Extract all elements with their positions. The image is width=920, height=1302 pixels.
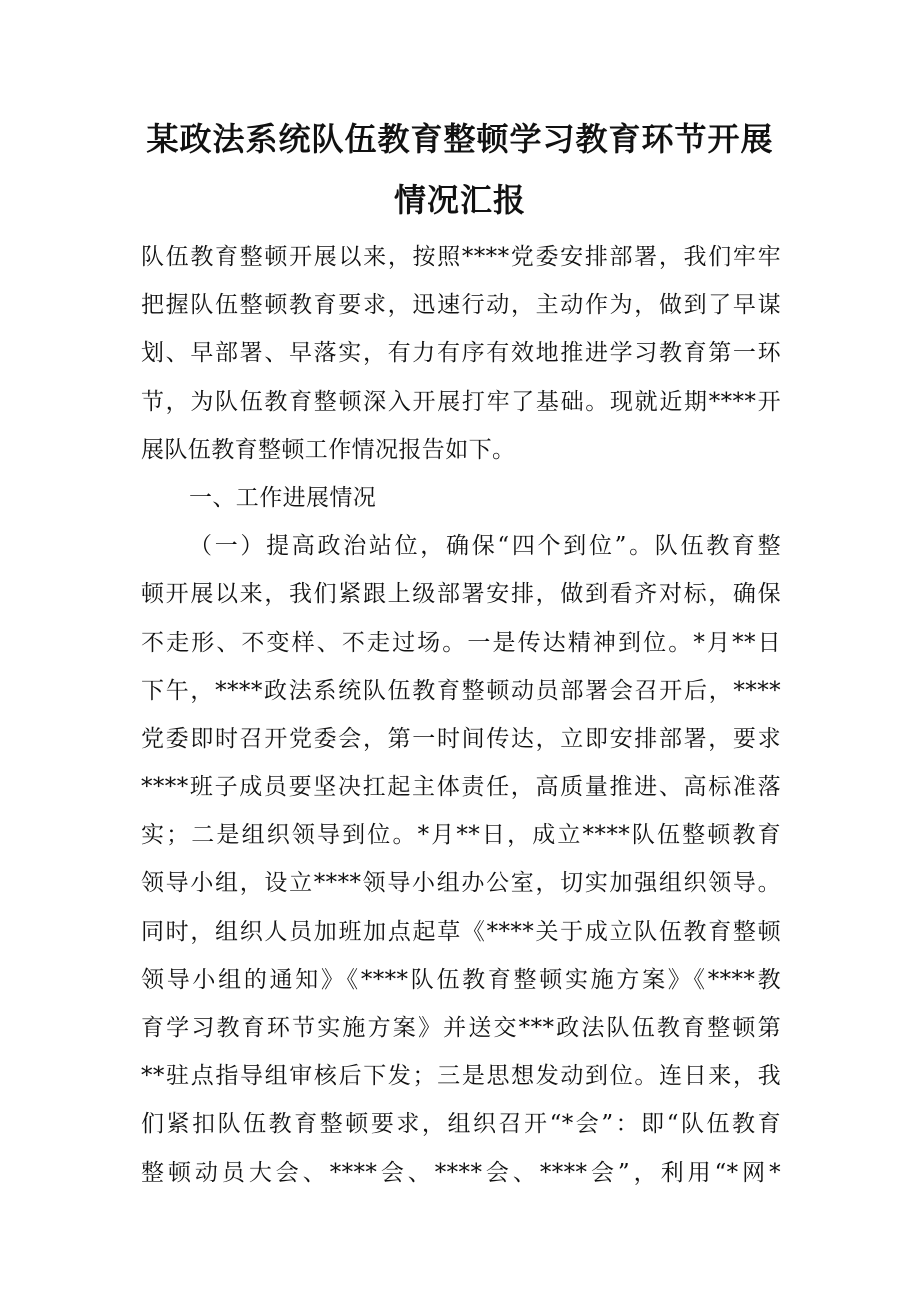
body-line: 不走形、不变样、不走过场。一是传达精神到位。*月**日 bbox=[141, 629, 781, 656]
body-line: 育学习教育环节实施方案》并送交***政法队伍教育整顿第 bbox=[141, 1015, 781, 1041]
body-line: 党委即时召开党委会，第一时间传达，立即安排部署，要求 bbox=[141, 725, 781, 752]
document-body bbox=[141, 233, 781, 1197]
body-line: 节，为队伍教育整顿深入开展打牢了基础。现就近期****开 bbox=[141, 388, 781, 415]
body-line: 展队伍教育整顿工作情况报告如下。 bbox=[141, 436, 516, 463]
body-line: 们紧扣队伍教育整顿要求，组织召开“*会”：即“队伍教育 bbox=[141, 1111, 781, 1138]
body-line: 队伍教育整顿开展以来，按照****党委安排部署，我们牢牢 bbox=[141, 244, 781, 270]
body-line: 整顿动员大会、****会、****会、****会”，利用“*网* bbox=[141, 1159, 781, 1186]
body-line: 实；二是组织领导到位。*月**日，成立****队伍整顿教育 bbox=[141, 822, 781, 849]
body-line: **驻点指导组审核后下发；三是思想发动到位。连日来，我 bbox=[141, 1063, 781, 1090]
document-title-line-2: 情况汇报 bbox=[393, 181, 526, 219]
subsection-heading-line: （一）提高政治站位，确保“四个到位”。队伍教育整 bbox=[189, 533, 781, 560]
body-line: 领导小组的通知》《****队伍教育整顿实施方案》《****教 bbox=[141, 966, 781, 993]
body-line: 领导小组，设立****领导小组办公室，切实加强组织领导。 bbox=[141, 870, 781, 897]
body-line: ****班子成员要坚决扛起主体责任，高质量推进、高标准落 bbox=[141, 774, 781, 801]
body-line: 把握队伍整顿教育要求，迅速行动，主动作为，做到了早谋 bbox=[141, 292, 781, 319]
body-line: 划、早部署、早落实，有力有序有效地推进学习教育第一环 bbox=[141, 340, 781, 367]
body-line: 同时，组织人员加班加点起草《****关于成立队伍教育整顿 bbox=[141, 918, 781, 945]
body-line: 顿开展以来，我们紧跟上级部署安排，做到看齐对标，确保 bbox=[141, 581, 781, 608]
body-line: 下午，****政法系统队伍教育整顿动员部署会召开后，**** bbox=[141, 677, 781, 704]
document-title-line-1: 某政法系统队伍教育整顿学习教育环节开展 bbox=[146, 120, 774, 158]
section-heading: 一、工作进展情况 bbox=[189, 484, 377, 511]
